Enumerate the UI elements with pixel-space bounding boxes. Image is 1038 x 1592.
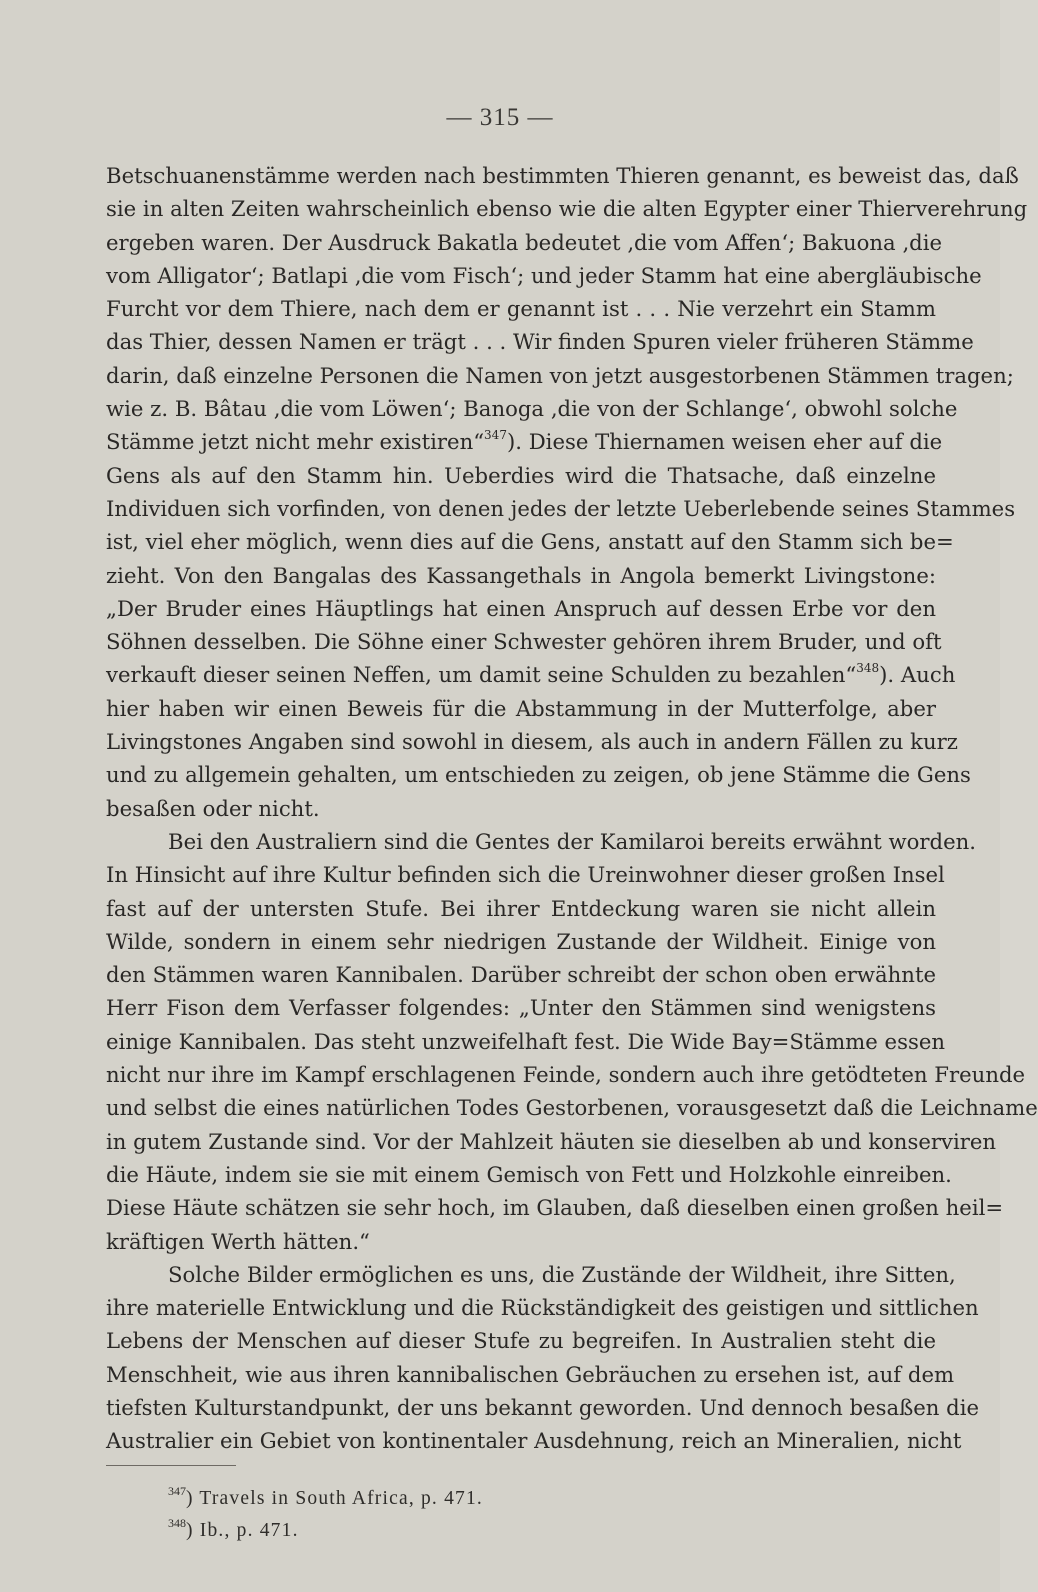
line-text: Livingstones Angaben sind sowohl in diesem, als auch in andern Fällen zu kurz [106,729,958,755]
text-line [106,991,936,1024]
paragraph [106,1258,980,1458]
text-line [106,226,943,259]
line-text: ist, viel eher möglich, wenn dies auf die Gens, anstatt auf den Stamm sich be= [106,529,954,555]
text-line [106,792,936,825]
text-line [106,292,936,325]
text-line [106,1258,956,1291]
line-text: verkauft dieser seinen Neffen, um damit seine Schulden zu bezahlen“ [106,662,857,688]
text-line [106,958,936,991]
line-text: Diese Häute schätzen sie sehr hoch, im Glauben, daß dieselben einen großen heil= [106,1195,1004,1221]
line-text: vom Alligator‘; Batlapi ‚die vom Fisch‘; und jeder Stamm hat eine abergläubische [106,262,982,288]
text-line [106,359,1014,392]
text-line [106,658,956,691]
line-text: Australier ein Gebiet von kontinentaler Ausdehnung, reich an Mineralien, nicht [106,1428,962,1454]
line-text: kräftigen Werth hätten.“ [106,1228,370,1254]
text-line [106,459,936,492]
line-text: In Hinsicht auf ihre Kultur befinden sich die Ureinwohner dieser großen Insel [106,862,945,888]
text-line [106,1025,946,1058]
line-text: ). Auch [879,662,956,688]
line-text: Menschheit, wie aus ihren kannibalischen Gebräuchen zu ersehen ist, auf dem [106,1361,955,1387]
footnote-number: 347 [168,1483,186,1498]
line-text: tiefsten Kulturstandpunkt, der uns bekannt geworden. Und dennoch besaßen die [106,1394,980,1420]
line-text: „Der Bruder eines Häuptlings hat einen Anspruch auf dessen Erbe vor den [106,595,936,621]
line-text: ihre materielle Entwicklung und die Rückständigkeit des geistigen und sittlichen [106,1295,979,1321]
text-line [106,1391,980,1424]
footnote-rule [106,1465,236,1466]
text-line [106,592,936,625]
line-text: Lebens der Menschen auf dieser Stufe zu begreifen. In Australien steht die [106,1328,936,1354]
line-text: Furcht vor dem Thiere, nach dem er genannt ist . . . Nie verzehrt ein Stamm [106,296,936,322]
text-line [106,1091,1038,1124]
body-text [106,159,1038,1458]
paragraph [106,825,1038,1258]
text-line [106,858,945,891]
text-line [106,192,1028,225]
line-text: den Stämmen waren Kannibalen. Darüber schreibt der schon oben erwähnte [106,962,936,988]
line-text: Herr Fison dem Verfasser folgendes: „Unter den Stämmen sind wenigstens [106,995,936,1021]
footnote [168,1515,483,1547]
line-text: sie in alten Zeiten wahrscheinlich ebenso wie die alten Egypter einer Thierverehrung [106,196,1028,222]
line-text: die Häute, indem sie sie mit einem Gemisch von Fett und Holzkohle einreiben. [106,1161,952,1187]
line-text: das Thier, dessen Namen er trägt . . . Wir finden Spuren vieler früheren Stämme [106,329,974,355]
line-text: und zu allgemein gehalten, um entschieden zu zeigen, ob jene Stämme die Gens [106,762,971,788]
text-line [106,892,936,925]
paragraph [106,159,1028,825]
text-line [106,1324,936,1357]
text-line [106,1291,979,1324]
text-line [106,1191,1004,1224]
footnote-number: 348 [168,1515,186,1530]
line-text: nicht nur ihre im Kampf erschlagenen Feinde, sondern auch ihre getödteten Freunde [106,1062,1026,1088]
line-text: Bei den Australiern sind die Gentes der Kamilaroi bereits erwähnt worden. [168,828,977,854]
text-line [106,159,1019,192]
text-line [106,692,936,725]
line-text: und selbst die eines natürlichen Todes Gestorbenen, vorausgesetzt daß die Leichname [106,1095,1038,1121]
text-line [106,1058,1026,1091]
text-line [106,758,971,791]
line-text: hier haben wir einen Beweis für die Abstammung in der Mutterfolge, aber [106,695,936,721]
text-line [106,1158,952,1191]
line-text: Individuen sich vorfinden, von denen jedes der letzte Ueberlebende seines Stammes [106,495,1016,521]
text-line [106,825,977,858]
line-text: darin, daß einzelne Personen die Namen von jetzt ausgestorbenen Stämmen tragen; [106,362,1014,388]
line-text: wie z. B. Bâtau ‚die vom Löwen‘; Banoga ‚die von der Schlange‘, obwohl solche [106,396,958,422]
line-text: Söhnen desselben. Die Söhne einer Schwester gehören ihrem Bruder, und oft [106,629,942,655]
line-text: einige Kannibalen. Das steht unzweifelhaft fest. Die Wide Bay=Stämme essen [106,1028,946,1054]
line-text: fast auf der untersten Stufe. Bei ihrer Entdeckung waren sie nicht allein [106,895,936,921]
line-text: Wilde, sondern in einem sehr niedrigen Zustande der Wildheit. Einige von [106,928,936,954]
text-line [106,1358,955,1391]
text-line [106,1424,962,1457]
line-text: Solche Bilder ermöglichen es uns, die Zustände der Wildheit, ihre Sitten, [168,1261,956,1287]
text-line [106,725,958,758]
line-text: ). Diese Thiernamen weisen eher auf die [506,429,943,455]
text-line [106,1225,936,1258]
footnote [168,1483,483,1515]
line-text: in gutem Zustande sind. Vor der Mahlzeit häuten sie dieselben ab und konserviren [106,1128,997,1154]
text-line [106,259,982,292]
line-text: Betschuanenstämme werden nach bestimmten Thieren genannt, es beweist das, daß [106,163,1019,188]
line-text: ergeben waren. Der Ausdruck Bakatla bedeutet ‚die vom Affen‘; Bakuona ‚die [106,229,943,255]
text-line [106,559,936,592]
text-line [106,525,954,558]
footnote-marker: 347 [484,428,507,443]
line-text: zieht. Von den Bangalas des Kassangethals in Angola bemerkt Livingstone: [106,562,936,588]
text-line [106,425,943,458]
line-text: Gens als auf den Stamm hin. Ueberdies wird die Thatsache, daß einzelne [106,462,936,488]
text-line [106,392,958,425]
line-text: Stämme jetzt nicht mehr existiren“ [106,429,485,455]
text-line [106,492,1016,525]
footnotes [168,1483,483,1547]
footnote-marker: 348 [856,661,880,676]
line-text: besaßen oder nicht. [106,795,320,821]
text-line [106,1125,997,1158]
text-line [106,925,936,958]
footnote-text: ) Ib., p. 471. [186,1520,299,1541]
footnote-text: ) Travels in South Africa, p. 471. [186,1488,484,1509]
text-line [106,625,942,658]
page-number: — 315 — [446,104,554,131]
text-line [106,325,974,358]
